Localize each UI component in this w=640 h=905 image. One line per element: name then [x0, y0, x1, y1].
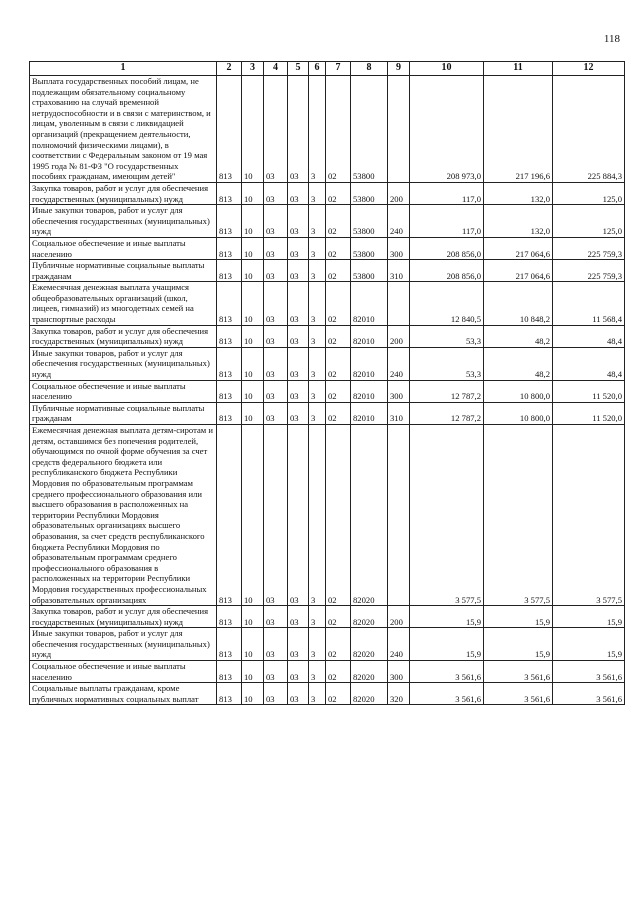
cell-col9: 240 [388, 205, 410, 238]
cell-name: Социальное обеспечение и иные выплаты населению [30, 380, 217, 402]
cell-col10: 208 856,0 [410, 260, 484, 282]
cell-col7: 02 [326, 260, 351, 282]
cell-col4: 03 [264, 380, 288, 402]
cell-col10: 12 787,2 [410, 380, 484, 402]
cell-col12: 11 520,0 [553, 402, 625, 424]
cell-col11: 15,9 [484, 606, 553, 628]
cell-col12: 225 759,3 [553, 260, 625, 282]
cell-col9 [388, 425, 410, 606]
cell-col7: 02 [326, 205, 351, 238]
cell-col9: 200 [388, 182, 410, 204]
cell-col8: 82020 [351, 661, 388, 683]
cell-col5: 03 [288, 260, 309, 282]
cell-col12: 15,9 [553, 606, 625, 628]
cell-col6: 3 [309, 76, 326, 183]
cell-col8: 53800 [351, 76, 388, 183]
cell-col10: 3 577,5 [410, 425, 484, 606]
cell-col6: 3 [309, 606, 326, 628]
cell-col3: 10 [242, 237, 264, 259]
cell-col4: 03 [264, 661, 288, 683]
cell-col7: 02 [326, 380, 351, 402]
cell-col8: 82020 [351, 628, 388, 661]
cell-col5: 03 [288, 606, 309, 628]
table-row [30, 205, 625, 238]
cell-name: Социальное обеспечение и иные выплаты населению [30, 661, 217, 683]
cell-col3: 10 [242, 661, 264, 683]
cell-col12: 11 568,4 [553, 282, 625, 325]
cell-col2: 813 [217, 683, 242, 705]
cell-col9: 300 [388, 380, 410, 402]
cell-col9: 240 [388, 347, 410, 380]
cell-name: Ежемесячная денежная выплата учащимся общеобразовательных организаций (школ, лицеев, гимназий) из многодетных семей на транспортные расходы [30, 282, 217, 325]
table-row [30, 661, 625, 683]
cell-col6: 3 [309, 205, 326, 238]
cell-col2: 813 [217, 205, 242, 238]
cell-name: Иные закупки товаров, работ и услуг для обеспечения государственных (муниципальных) нужд [30, 205, 217, 238]
cell-col10: 117,0 [410, 182, 484, 204]
cell-col10: 3 561,6 [410, 683, 484, 705]
cell-col11: 15,9 [484, 628, 553, 661]
cell-col5: 03 [288, 237, 309, 259]
cell-col5: 03 [288, 347, 309, 380]
column-header-12: 12 [553, 62, 625, 76]
column-header-3: 3 [242, 62, 264, 76]
cell-col7: 02 [326, 402, 351, 424]
cell-col3: 10 [242, 282, 264, 325]
cell-col6: 3 [309, 237, 326, 259]
cell-col9: 240 [388, 628, 410, 661]
cell-col9: 310 [388, 402, 410, 424]
table-row [30, 380, 625, 402]
cell-col6: 3 [309, 325, 326, 347]
cell-col5: 03 [288, 661, 309, 683]
cell-col12: 3 577,5 [553, 425, 625, 606]
cell-col8: 53800 [351, 237, 388, 259]
cell-col8: 82010 [351, 325, 388, 347]
cell-col7: 02 [326, 325, 351, 347]
table-row [30, 402, 625, 424]
cell-col11: 48,2 [484, 347, 553, 380]
cell-col11: 10 800,0 [484, 380, 553, 402]
table-header-row [30, 62, 625, 76]
cell-col12: 225 759,3 [553, 237, 625, 259]
cell-col12: 125,0 [553, 182, 625, 204]
cell-col10: 12 840,5 [410, 282, 484, 325]
cell-col6: 3 [309, 182, 326, 204]
table-row [30, 425, 625, 606]
table-row [30, 325, 625, 347]
cell-col4: 03 [264, 237, 288, 259]
table-row [30, 683, 625, 705]
cell-col10: 208 973,0 [410, 76, 484, 183]
cell-col4: 03 [264, 683, 288, 705]
cell-col5: 03 [288, 628, 309, 661]
cell-col3: 10 [242, 182, 264, 204]
cell-col4: 03 [264, 425, 288, 606]
cell-name: Социальное обеспечение и иные выплаты населению [30, 237, 217, 259]
cell-col11: 132,0 [484, 205, 553, 238]
cell-col3: 10 [242, 347, 264, 380]
cell-col3: 10 [242, 628, 264, 661]
cell-col6: 3 [309, 683, 326, 705]
cell-col12: 3 561,6 [553, 661, 625, 683]
cell-col12: 3 561,6 [553, 683, 625, 705]
cell-col9: 300 [388, 661, 410, 683]
cell-col2: 813 [217, 76, 242, 183]
cell-name: Закупка товаров, работ и услуг для обеспечения государственных (муниципальных) нужд [30, 606, 217, 628]
cell-col2: 813 [217, 347, 242, 380]
cell-col5: 03 [288, 282, 309, 325]
cell-col8: 53800 [351, 205, 388, 238]
cell-col6: 3 [309, 260, 326, 282]
cell-col7: 02 [326, 237, 351, 259]
cell-col11: 48,2 [484, 325, 553, 347]
cell-col11: 132,0 [484, 182, 553, 204]
cell-col6: 3 [309, 380, 326, 402]
column-header-1: 1 [30, 62, 217, 76]
cell-col4: 03 [264, 347, 288, 380]
cell-col3: 10 [242, 606, 264, 628]
cell-col4: 03 [264, 325, 288, 347]
cell-col6: 3 [309, 661, 326, 683]
cell-col11: 217 064,6 [484, 237, 553, 259]
cell-col2: 813 [217, 380, 242, 402]
cell-col10: 208 856,0 [410, 237, 484, 259]
cell-col6: 3 [309, 347, 326, 380]
cell-col2: 813 [217, 661, 242, 683]
cell-col7: 02 [326, 425, 351, 606]
cell-col4: 03 [264, 628, 288, 661]
cell-col5: 03 [288, 325, 309, 347]
column-header-7: 7 [326, 62, 351, 76]
cell-col8: 53800 [351, 182, 388, 204]
cell-col11: 217 196,6 [484, 76, 553, 183]
cell-name: Ежемесячная денежная выплата детям-сиротам и детям, оставшимся без попечения родителей, обучающимся по очной форме обучения за счет средств федерального бюджета или республиканского бюджета Республики Мордовия по образовательным программам среднего профессионального образования или высшего образования в расположенных на территории Республики Мордовия образовательных организациях высшего образования, за счет средств республиканского бюджета Республики Мордовия по образовательным программам среднего профессионального образования в расположенных на территории Республики Мордовия государственных профессиональных образовательных организациях [30, 425, 217, 606]
cell-col9: 310 [388, 260, 410, 282]
cell-col10: 53,3 [410, 325, 484, 347]
cell-col11: 10 800,0 [484, 402, 553, 424]
cell-col2: 813 [217, 425, 242, 606]
cell-col6: 3 [309, 628, 326, 661]
cell-col12: 125,0 [553, 205, 625, 238]
cell-col9 [388, 76, 410, 183]
table-row [30, 628, 625, 661]
cell-col11: 3 561,6 [484, 661, 553, 683]
cell-col7: 02 [326, 661, 351, 683]
cell-col3: 10 [242, 380, 264, 402]
table-row [30, 282, 625, 325]
budget-table [29, 61, 625, 705]
cell-col7: 02 [326, 347, 351, 380]
cell-col3: 10 [242, 402, 264, 424]
cell-col12: 48,4 [553, 347, 625, 380]
cell-col3: 10 [242, 425, 264, 606]
cell-col2: 813 [217, 325, 242, 347]
cell-name: Социальные выплаты гражданам, кроме публичных нормативных социальных выплат [30, 683, 217, 705]
cell-col8: 82010 [351, 347, 388, 380]
cell-col2: 813 [217, 182, 242, 204]
cell-col7: 02 [326, 683, 351, 705]
cell-col12: 48,4 [553, 325, 625, 347]
cell-col10: 3 561,6 [410, 661, 484, 683]
cell-col9: 300 [388, 237, 410, 259]
cell-col8: 82020 [351, 606, 388, 628]
cell-col11: 217 064,6 [484, 260, 553, 282]
cell-col8: 82010 [351, 402, 388, 424]
cell-col10: 117,0 [410, 205, 484, 238]
cell-col2: 813 [217, 282, 242, 325]
cell-col12: 225 884,3 [553, 76, 625, 183]
cell-col4: 03 [264, 182, 288, 204]
cell-col2: 813 [217, 237, 242, 259]
cell-col3: 10 [242, 325, 264, 347]
column-header-5: 5 [288, 62, 309, 76]
cell-col4: 03 [264, 606, 288, 628]
cell-name: Закупка товаров, работ и услуг для обеспечения государственных (муниципальных) нужд [30, 325, 217, 347]
cell-name: Иные закупки товаров, работ и услуг для обеспечения государственных (муниципальных) нужд [30, 628, 217, 661]
cell-col10: 12 787,2 [410, 402, 484, 424]
cell-col7: 02 [326, 182, 351, 204]
cell-col7: 02 [326, 628, 351, 661]
column-header-9: 9 [388, 62, 410, 76]
cell-col2: 813 [217, 402, 242, 424]
cell-col5: 03 [288, 76, 309, 183]
cell-col12: 11 520,0 [553, 380, 625, 402]
column-header-11: 11 [484, 62, 553, 76]
cell-col9: 320 [388, 683, 410, 705]
cell-name: Выплата государственных пособий лицам, не подлежащим обязательному социальному страхованию на случай временной нетрудоспособности и в связи с материнством, и лицам, уволенным в связи с ликвидацией организаций (прекращением деятельности, полномочий физическими лицами), в соответствии с Федеральным законом от 19 мая 1995 года № 81-ФЗ "О государственных пособиях гражданам, имеющим детей" [30, 76, 217, 183]
table-body [30, 76, 625, 705]
cell-col6: 3 [309, 425, 326, 606]
cell-col11: 10 848,2 [484, 282, 553, 325]
cell-col7: 02 [326, 282, 351, 325]
cell-col3: 10 [242, 76, 264, 183]
cell-name: Иные закупки товаров, работ и услуг для обеспечения государственных (муниципальных) нужд [30, 347, 217, 380]
cell-col10: 15,9 [410, 606, 484, 628]
cell-col4: 03 [264, 76, 288, 183]
cell-col5: 03 [288, 205, 309, 238]
cell-col6: 3 [309, 282, 326, 325]
cell-col2: 813 [217, 628, 242, 661]
table-row [30, 347, 625, 380]
cell-col4: 03 [264, 282, 288, 325]
cell-col8: 82020 [351, 425, 388, 606]
cell-col9: 200 [388, 606, 410, 628]
cell-col8: 82010 [351, 380, 388, 402]
column-header-2: 2 [217, 62, 242, 76]
cell-col2: 813 [217, 606, 242, 628]
cell-col5: 03 [288, 380, 309, 402]
cell-col9: 200 [388, 325, 410, 347]
cell-col4: 03 [264, 402, 288, 424]
cell-col7: 02 [326, 76, 351, 183]
cell-col10: 15,9 [410, 628, 484, 661]
cell-col4: 03 [264, 260, 288, 282]
cell-col5: 03 [288, 425, 309, 606]
cell-col3: 10 [242, 683, 264, 705]
cell-col3: 10 [242, 205, 264, 238]
cell-col12: 15,9 [553, 628, 625, 661]
column-header-10: 10 [410, 62, 484, 76]
cell-col4: 03 [264, 205, 288, 238]
cell-col11: 3 561,6 [484, 683, 553, 705]
column-header-8: 8 [351, 62, 388, 76]
cell-col5: 03 [288, 683, 309, 705]
cell-col10: 53,3 [410, 347, 484, 380]
table-row [30, 182, 625, 204]
cell-col7: 02 [326, 606, 351, 628]
cell-name: Закупка товаров, работ и услуг для обеспечения государственных (муниципальных) нужд [30, 182, 217, 204]
table-row [30, 606, 625, 628]
column-header-4: 4 [264, 62, 288, 76]
cell-name: Публичные нормативные социальные выплаты гражданам [30, 402, 217, 424]
cell-name: Публичные нормативные социальные выплаты гражданам [30, 260, 217, 282]
table-row [30, 76, 625, 183]
cell-col5: 03 [288, 402, 309, 424]
column-header-6: 6 [309, 62, 326, 76]
cell-col6: 3 [309, 402, 326, 424]
cell-col8: 53800 [351, 260, 388, 282]
cell-col5: 03 [288, 182, 309, 204]
cell-col11: 3 577,5 [484, 425, 553, 606]
table-row [30, 260, 625, 282]
cell-col8: 82010 [351, 282, 388, 325]
page-number: 118 [603, 33, 620, 45]
cell-col8: 82020 [351, 683, 388, 705]
cell-col2: 813 [217, 260, 242, 282]
cell-col9 [388, 282, 410, 325]
table-row [30, 237, 625, 259]
cell-col3: 10 [242, 260, 264, 282]
